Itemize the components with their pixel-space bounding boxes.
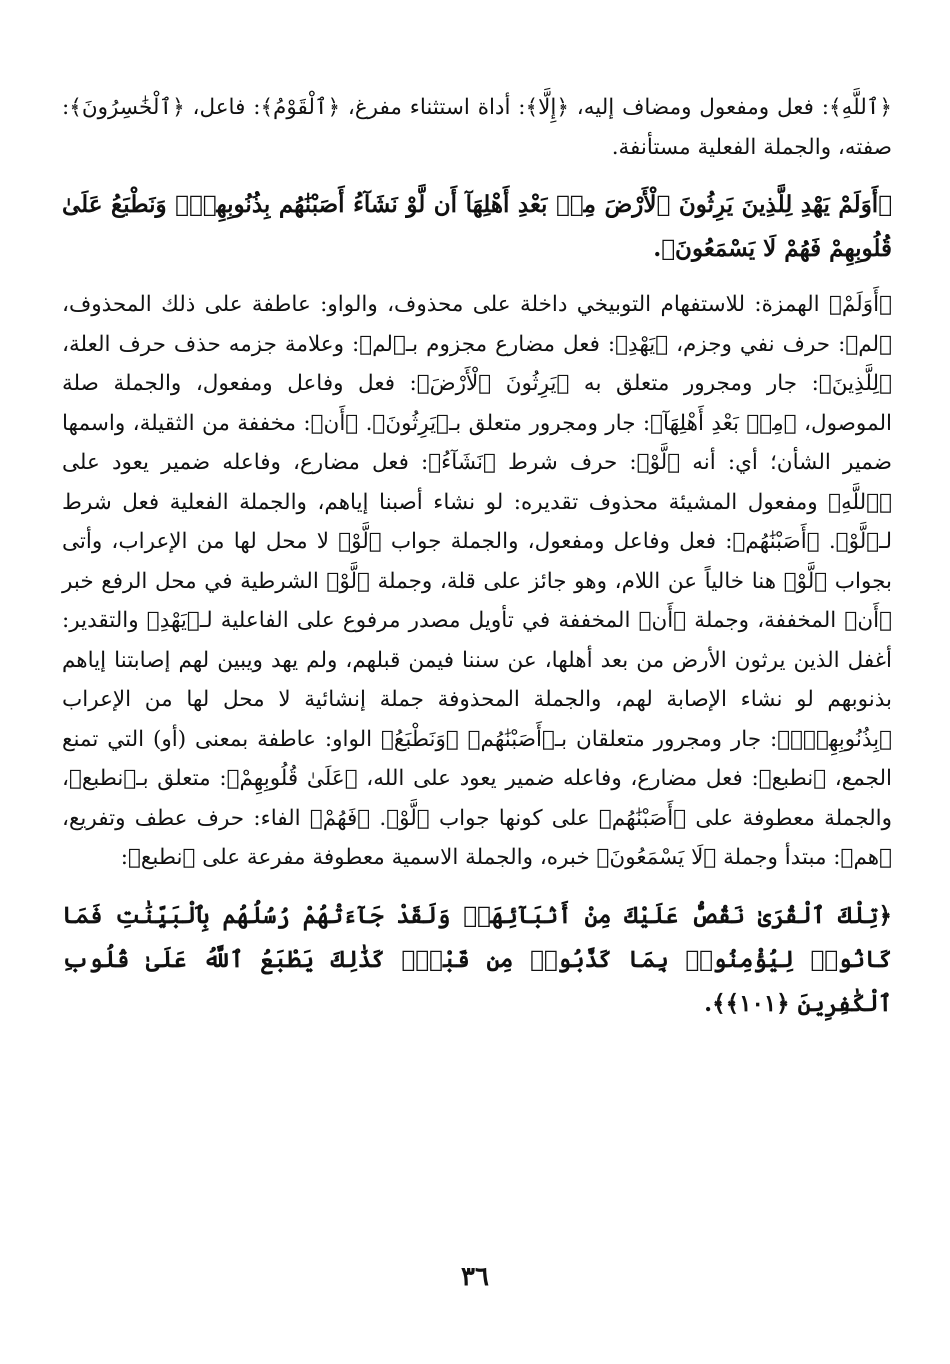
page-body [62,88,892,1026]
paragraph-grammar-intro: ﴿ٱللَّهِ﴾: فعل ومفعول ومضاف إليه، ﴿إِلَّا﴾: أداة استثناء مفرغ، ﴿ٱلْقَوْمُ﴾: فاعل، ﴿ٱلْخَٰسِرُونَ﴾: صفته، والجملة الفعلية مستأنفة. [62,95,892,160]
quran-verse-100: ﴿أَوَلَمْ يَهْدِ لِلَّذِينَ يَرِثُونَ ٱلْأَرْضَ مِنۢ بَعْدِ أَهْلِهَآ أَن لَّوْ نَشَآءُ أَصَبْنَٰهُم بِذُنُوبِهِمْۚ وَنَطْبَعُ عَلَىٰ قُلُوبِهِمْ فَهُمْ لَا يَسْمَعُونَ﴾. [62,191,892,262]
page-number: ٣٦ [461,1262,489,1292]
quran-verse-101: ﴿تِلْكَ ٱلْقُرَىٰ نَقُصُّ عَلَيْكَ مِنْ أَنۢبَآئِهَاۚ وَلَقَدْ جَآءَتْهُمْ رُسُلُهُم بِٱلْبَيِّنَٰتِ فَمَا كَانُوا۟ لِيُؤْمِنُوا۟ بِمَا كَذَّبُوا۟ مِن قَبْلُۚ كَذَٰلِكَ يَطْبَعُ ٱللَّهُ عَلَىٰ قُلُوبِ ٱلْكَٰفِرِينَ ﴿١٠١﴾﴾. [62,901,892,1017]
paragraph-grammar-analysis: ﴿أَوَلَمْ﴾ الهمزة: للاستفهام التوبيخي داخلة على محذوف، والواو: عاطفة على ذلك المحذوف، ﴿لم﴾: حرف نفي وجزم، ﴿يَهْدِ﴾: فعل مضارع مجزوم بـ﴿لم﴾: وعلامة جزمه حذف حرف العلة، ﴿لِلَّذِينَ﴾: جار ومجرور متعلق به ﴿يَرِثُونَ ٱلْأَرْضَ﴾: فعل وفاعل ومفعول، والجملة صلة الموصول، ﴿مِنۢ بَعْدِ أَهْلِهَآ﴾: جار ومجرور متعلق بـ﴿يَرِثُونَ﴾. ﴿أَن﴾: مخففة من الثقيلة، واسمها ضمير الشأن؛ أي: أنه ﴿لَّوْ﴾: حرف شرط ﴿نَشَآءُ﴾: فعل مضارع، وفاعله ضمير يعود على ﴿ٱللَّهِ﴾ ومفعول المشيئة محذوف تقديره: لو نشاء أصبنا إياهم، والجملة الفعلية فعل شرط لـ﴿لَّوْ﴾. ﴿أَصَبْنَٰهُم﴾: فعل وفاعل ومفعول، والجملة جواب ﴿لَّوْ﴾ لا محل لها من الإعراب، وأتى بجواب ﴿لَّوْ﴾ هنا خالياً عن اللام، وهو جائز على قلة، وجملة ﴿لَّوْ﴾ الشرطية في محل الرفع خبر ﴿أَن﴾ المخففة، وجملة ﴿أَن﴾ المخففة في تأويل مصدر مرفوع على الفاعلية لـ﴿يَهْدِ﴾ والتقدير: أغفل الذين يرثون الأرض من بعد أهلها، عن سننا فيمن قبلهم، ولم يهد ويبين لهم إصابتنا إياهم بذنوبهم لو نشاء الإصابة لهم، والجملة المحذوفة جملة إنشائية لا محل لها من الإعراب ﴿بِذُنُوبِهِمْۚ﴾: جار ومجرور متعلقان بـ﴿أَصَبْنَٰهُم﴾ ﴿وَنَطْبَعُ﴾ الواو: عاطفة بمعنى (أو) التي تمنع الجمع، ﴿نطبع﴾: فعل مضارع، وفاعله ضمير يعود على الله، ﴿عَلَىٰ قُلُوبِهِمْ﴾: متعلق بـ﴿نطبع﴾، والجملة معطوفة على ﴿أَصَبْنَٰهُم﴾ على كونها جواب ﴿لَّوْ﴾. ﴿فَهُمْ﴾ الفاء: حرف عطف وتفريع، ﴿هم﴾: مبتدأ وجملة ﴿لَا يَسْمَعُونَ﴾ خبره، والجملة الاسمية معطوفة مفرعة على ﴿نطبع﴾: [62,292,892,870]
